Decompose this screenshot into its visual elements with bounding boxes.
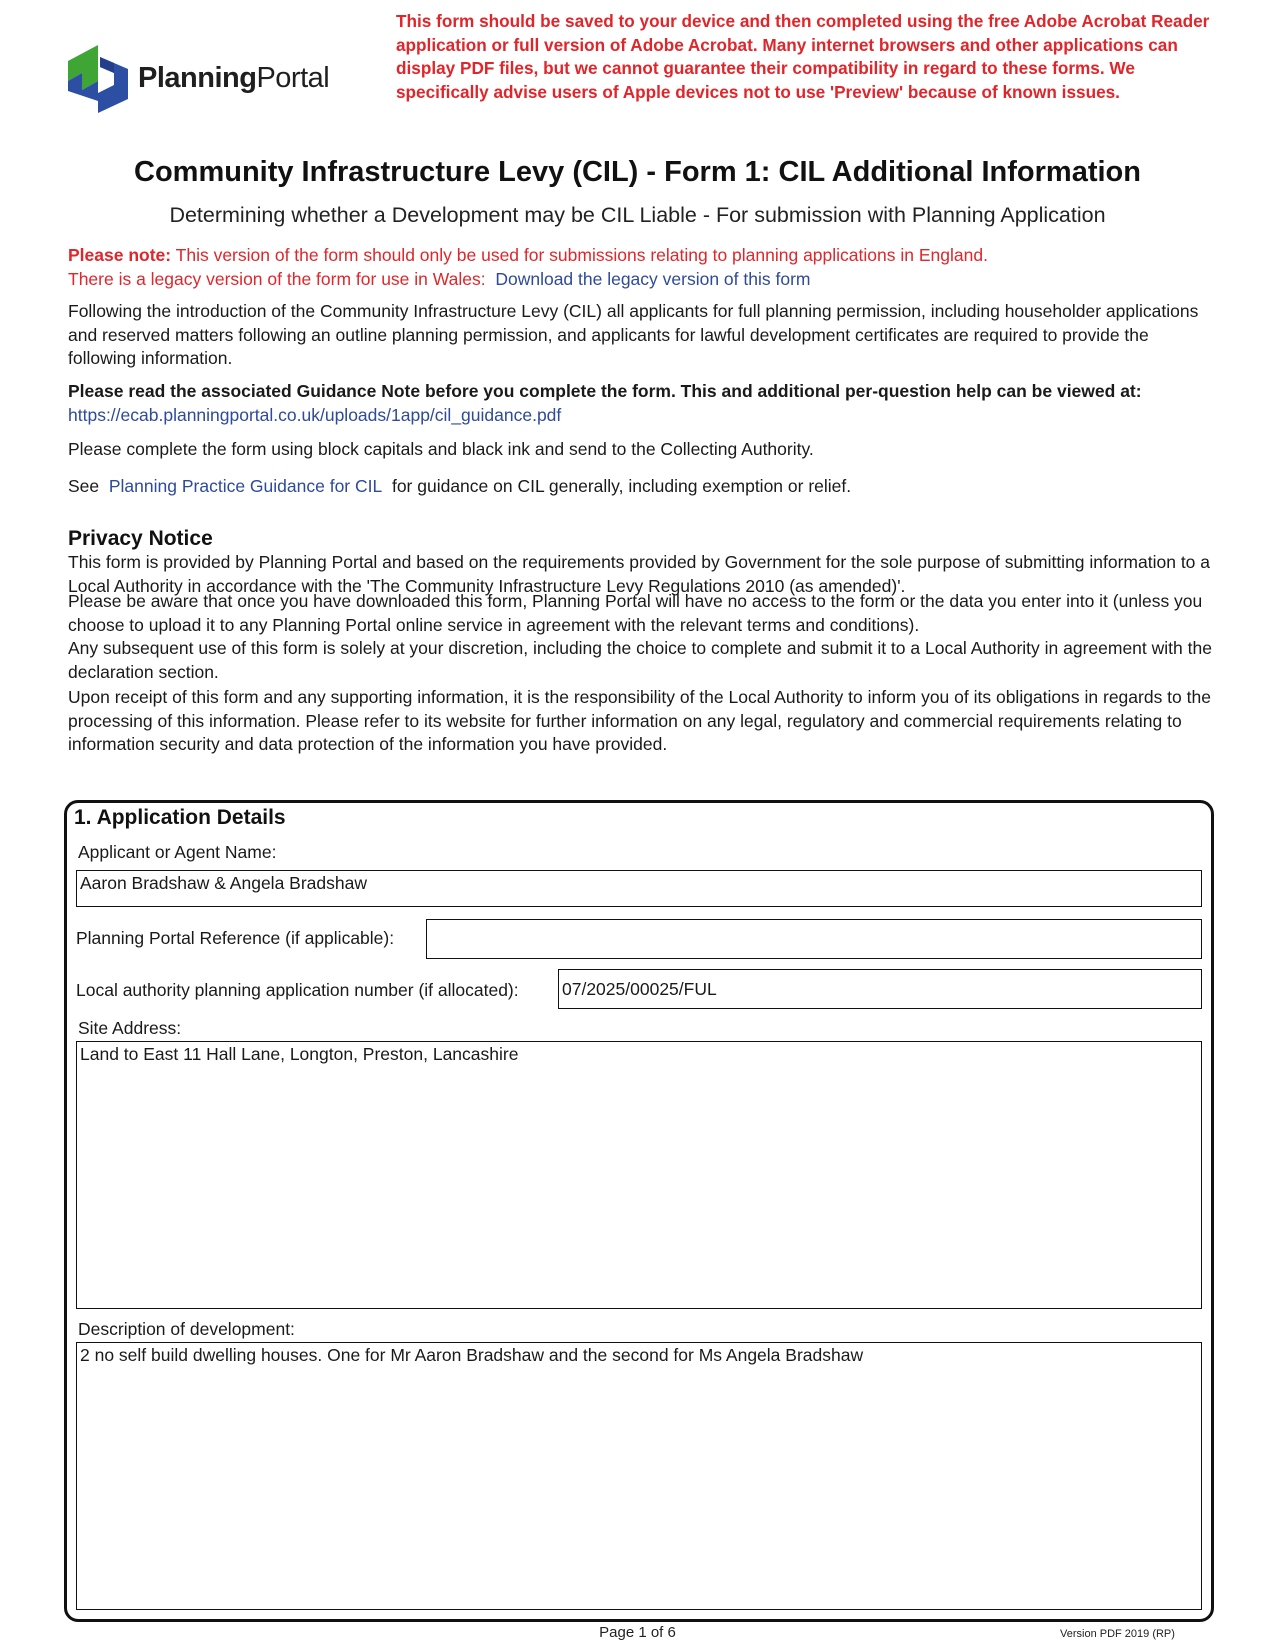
page-subtitle: Determining whether a Development may be CIL Liable - For submission with Planning Application	[169, 203, 1106, 227]
planning-portal-logo-icon	[68, 43, 130, 113]
england-only-note	[68, 243, 988, 291]
la-number-label: Local authority planning application number (if allocated):	[76, 980, 519, 1000]
privacy-paragraph-1: This form is provided by Planning Portal and based on the requirements provided by Government for the sole purpose of submitting information to a Local Authority in accordance with the 'The Community Infrastructure Levy Regulations 2010 (as amended)'.	[68, 552, 1211, 596]
privacy-heading: Privacy Notice	[68, 527, 213, 550]
page-title: Community Infrastructure Levy (CIL) - Form 1: CIL Additional Information	[134, 156, 1141, 188]
planning-portal-logo	[68, 42, 348, 114]
guidance-block	[68, 380, 1218, 427]
see-guidance-line: See Planning Practice Guidance for CIL for guidance on CIL generally, including exemption or relief.	[68, 476, 852, 496]
applicant-label: Applicant or Agent Name:	[78, 842, 277, 862]
note-label: Please note:	[68, 245, 172, 265]
version-label: Version PDF 2019 (RP)	[1060, 1628, 1175, 1640]
practice-guidance-link[interactable]: Planning Practice Guidance for CIL	[108, 476, 383, 496]
site-address-label: Site Address:	[78, 1018, 182, 1038]
logo-wordmark: PlanningPortal	[138, 61, 330, 94]
guidance-heading: Please read the associated Guidance Note before you complete the form. This and additional per-question help can be viewed at:	[68, 381, 1142, 401]
description-label: Description of development:	[78, 1319, 295, 1339]
guidance-url-link[interactable]: https://ecab.planningportal.co.uk/uploads/1app/cil_guidance.pdf	[68, 404, 562, 425]
page-number: Page 1 of 6	[599, 1624, 676, 1641]
privacy-paragraph-4: Upon receipt of this form and any supporting information, it is the responsibility of the Local Authority to inform you of its obligations in regards to the processing of this information. Please refer to its website for further information on any legal, regulatory and commercial requirements relating to information security and data protection of the information you have provided.	[68, 687, 1211, 754]
privacy-paragraph-3: Any subsequent use of this form is solely at your discretion, including the choice to complete and submit it to a Local Authority in agreement with the declaration section.	[68, 638, 1212, 682]
la-number-field[interactable]: 07/2025/00025/FUL	[558, 969, 1202, 1009]
pp-reference-field[interactable]	[426, 919, 1202, 959]
description-field[interactable]: 2 no self build dwelling houses. One for Mr Aaron Bradshaw and the second for Ms Angela Bradshaw	[76, 1342, 1202, 1610]
block-capitals-instruction: Please complete the form using block capitals and black ink and send to the Collecting Authority.	[68, 439, 814, 459]
legacy-form-link[interactable]: Download the legacy version of this form	[495, 269, 811, 289]
wales-text: There is a legacy version of the form for use in Wales:	[68, 269, 486, 289]
compatibility-warning: This form should be saved to your device and then completed using the free Adobe Acrobat Reader application or full version of Adobe Acrobat. Many internet browsers and other applications can display PDF files, but we cannot guarantee their compatibility in regard to these forms. We specifically advise users of Apple devices not to use 'Preview' because of known issues.	[396, 11, 1210, 102]
pp-reference-label: Planning Portal Reference (if applicable):	[76, 928, 395, 948]
intro-paragraph: Following the introduction of the Community Infrastructure Levy (CIL) all applicants for full planning permission, including householder applications and reserved matters following an outline planning permission, and applicants for lawful development certificates are required to provide the following information.	[68, 301, 1199, 368]
site-address-field[interactable]: Land to East 11 Hall Lane, Longton, Preston, Lancashire	[76, 1041, 1202, 1309]
privacy-paragraph-2: Please be aware that once you have downloaded this form, Planning Portal will have no access to the form or the data you enter into it (unless you choose to upload it to any Planning Portal online service in agreement with the relevant terms and conditions).	[68, 591, 1203, 635]
note-text: This version of the form should only be used for submissions relating to planning applications in England.	[171, 245, 988, 265]
applicant-name-field[interactable]: Aaron Bradshaw & Angela Bradshaw	[76, 870, 1202, 907]
section-title: 1. Application Details	[74, 806, 286, 829]
